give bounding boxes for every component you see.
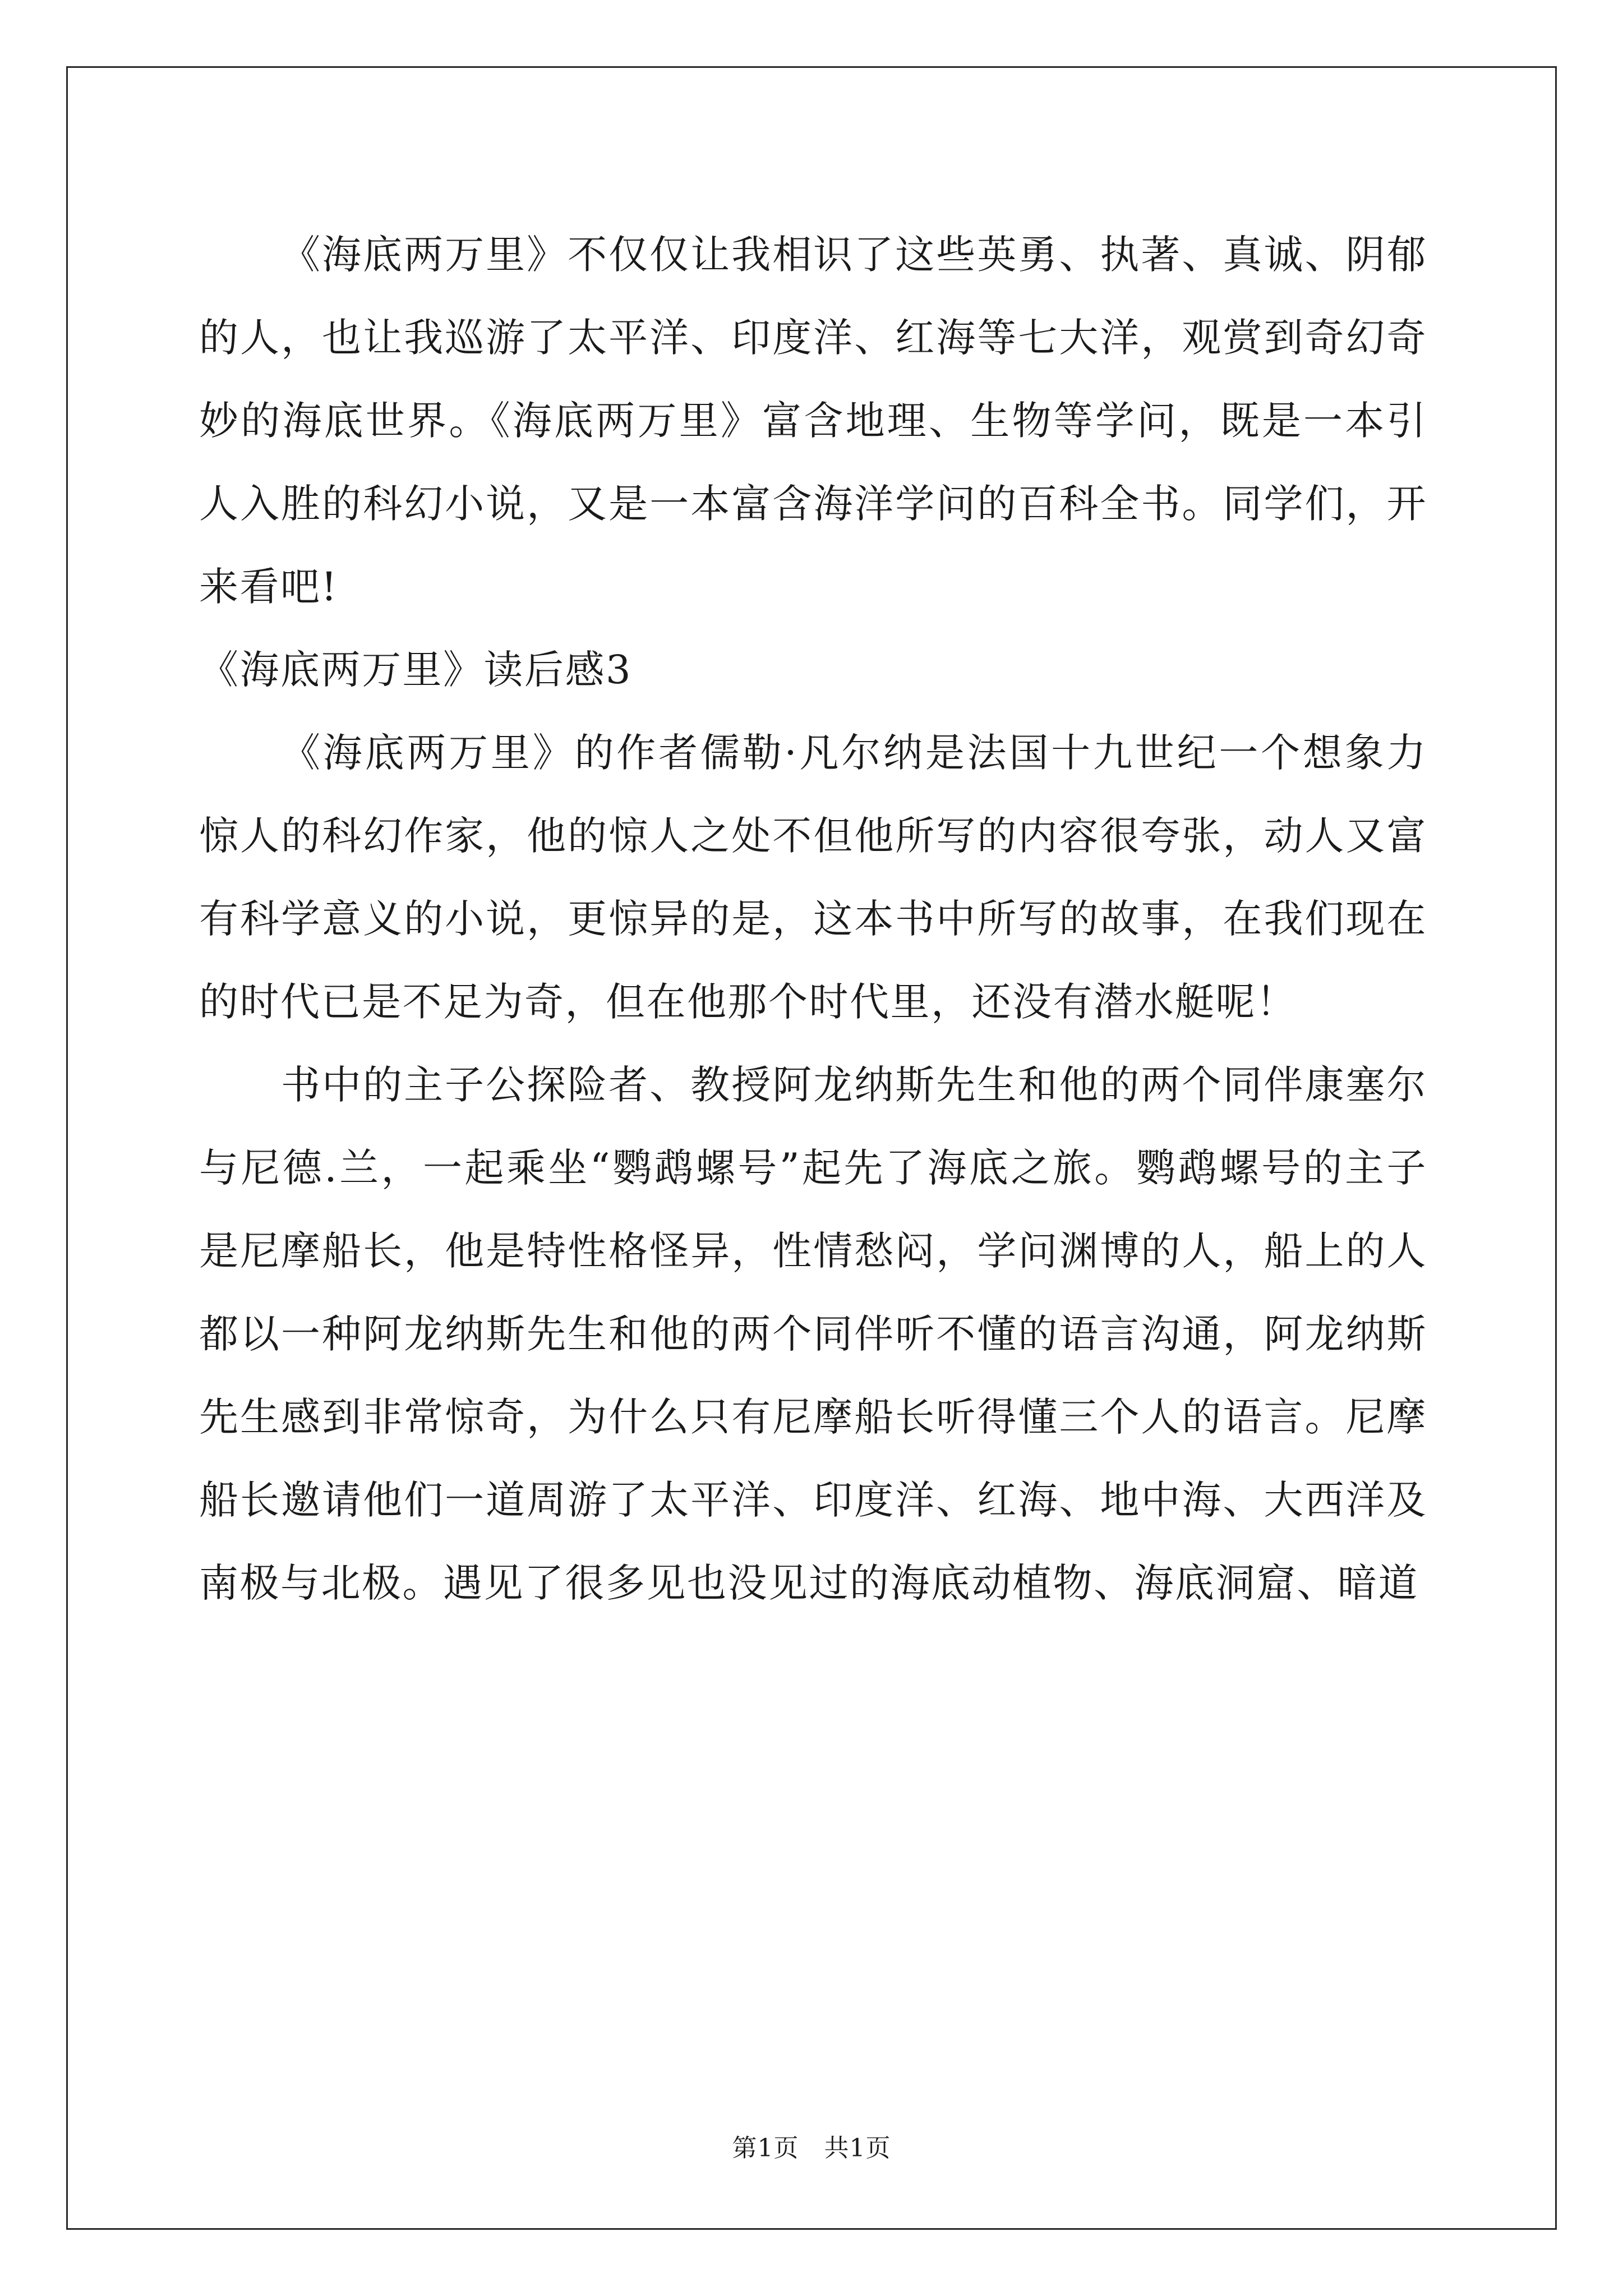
paragraph-intro-continued: 《海底两万里》不仅仅让我相识了这些英勇、执著、真诚、阴郁的人，也让我巡游了太平洋、印度洋、红海等七大洋，观赏到奇幻奇妙的海底世界。《海底两万里》富含地理、生物等学问，既是一本引人入胜的科幻小说，又是一本富含海洋学问的百科全书。同学们，开来看吧! [199,232,1427,610]
paragraph-story: 书中的主子公探险者、教授阿龙纳斯先生和他的两个同伴康塞尔与尼德.兰，一起乘坐“鹦鹉螺号”起先了海底之旅。鹦鹉螺号的主子是尼摩船长，他是特性格怪异，性情愁闷，学问渊博的人，船上的人都以一种阿龙纳斯先生和他的两个同伴听不懂的语言沟通，阿龙纳斯先生感到非常惊奇，为什么只有尼摩船长听得懂三个人的语言。尼摩船长邀请他们一道周游了太平洋、印度洋、红海、地中海、大西洋及南极与北极。遇见了很多见也没见过的海底动植物、海底洞窟、暗道 [199,1062,1427,1606]
section-heading: 《海底两万里》读后感3 [199,647,633,693]
paragraph-author: 《海底两万里》的作者儒勒·凡尔纳是法国十九世纪一个想象力惊人的科幻作家，他的惊人之处不但他所写的内容很夸张，动人又富有科学意义的小说，更惊异的是，这本书中所写的故事，在我们现在的时代已是不足为奇，但在他那个时代里，还没有潜水艇呢！ [199,730,1427,1025]
document-body [199,213,1427,1625]
page-footer: 第1页 共1页 [732,2134,891,2162]
